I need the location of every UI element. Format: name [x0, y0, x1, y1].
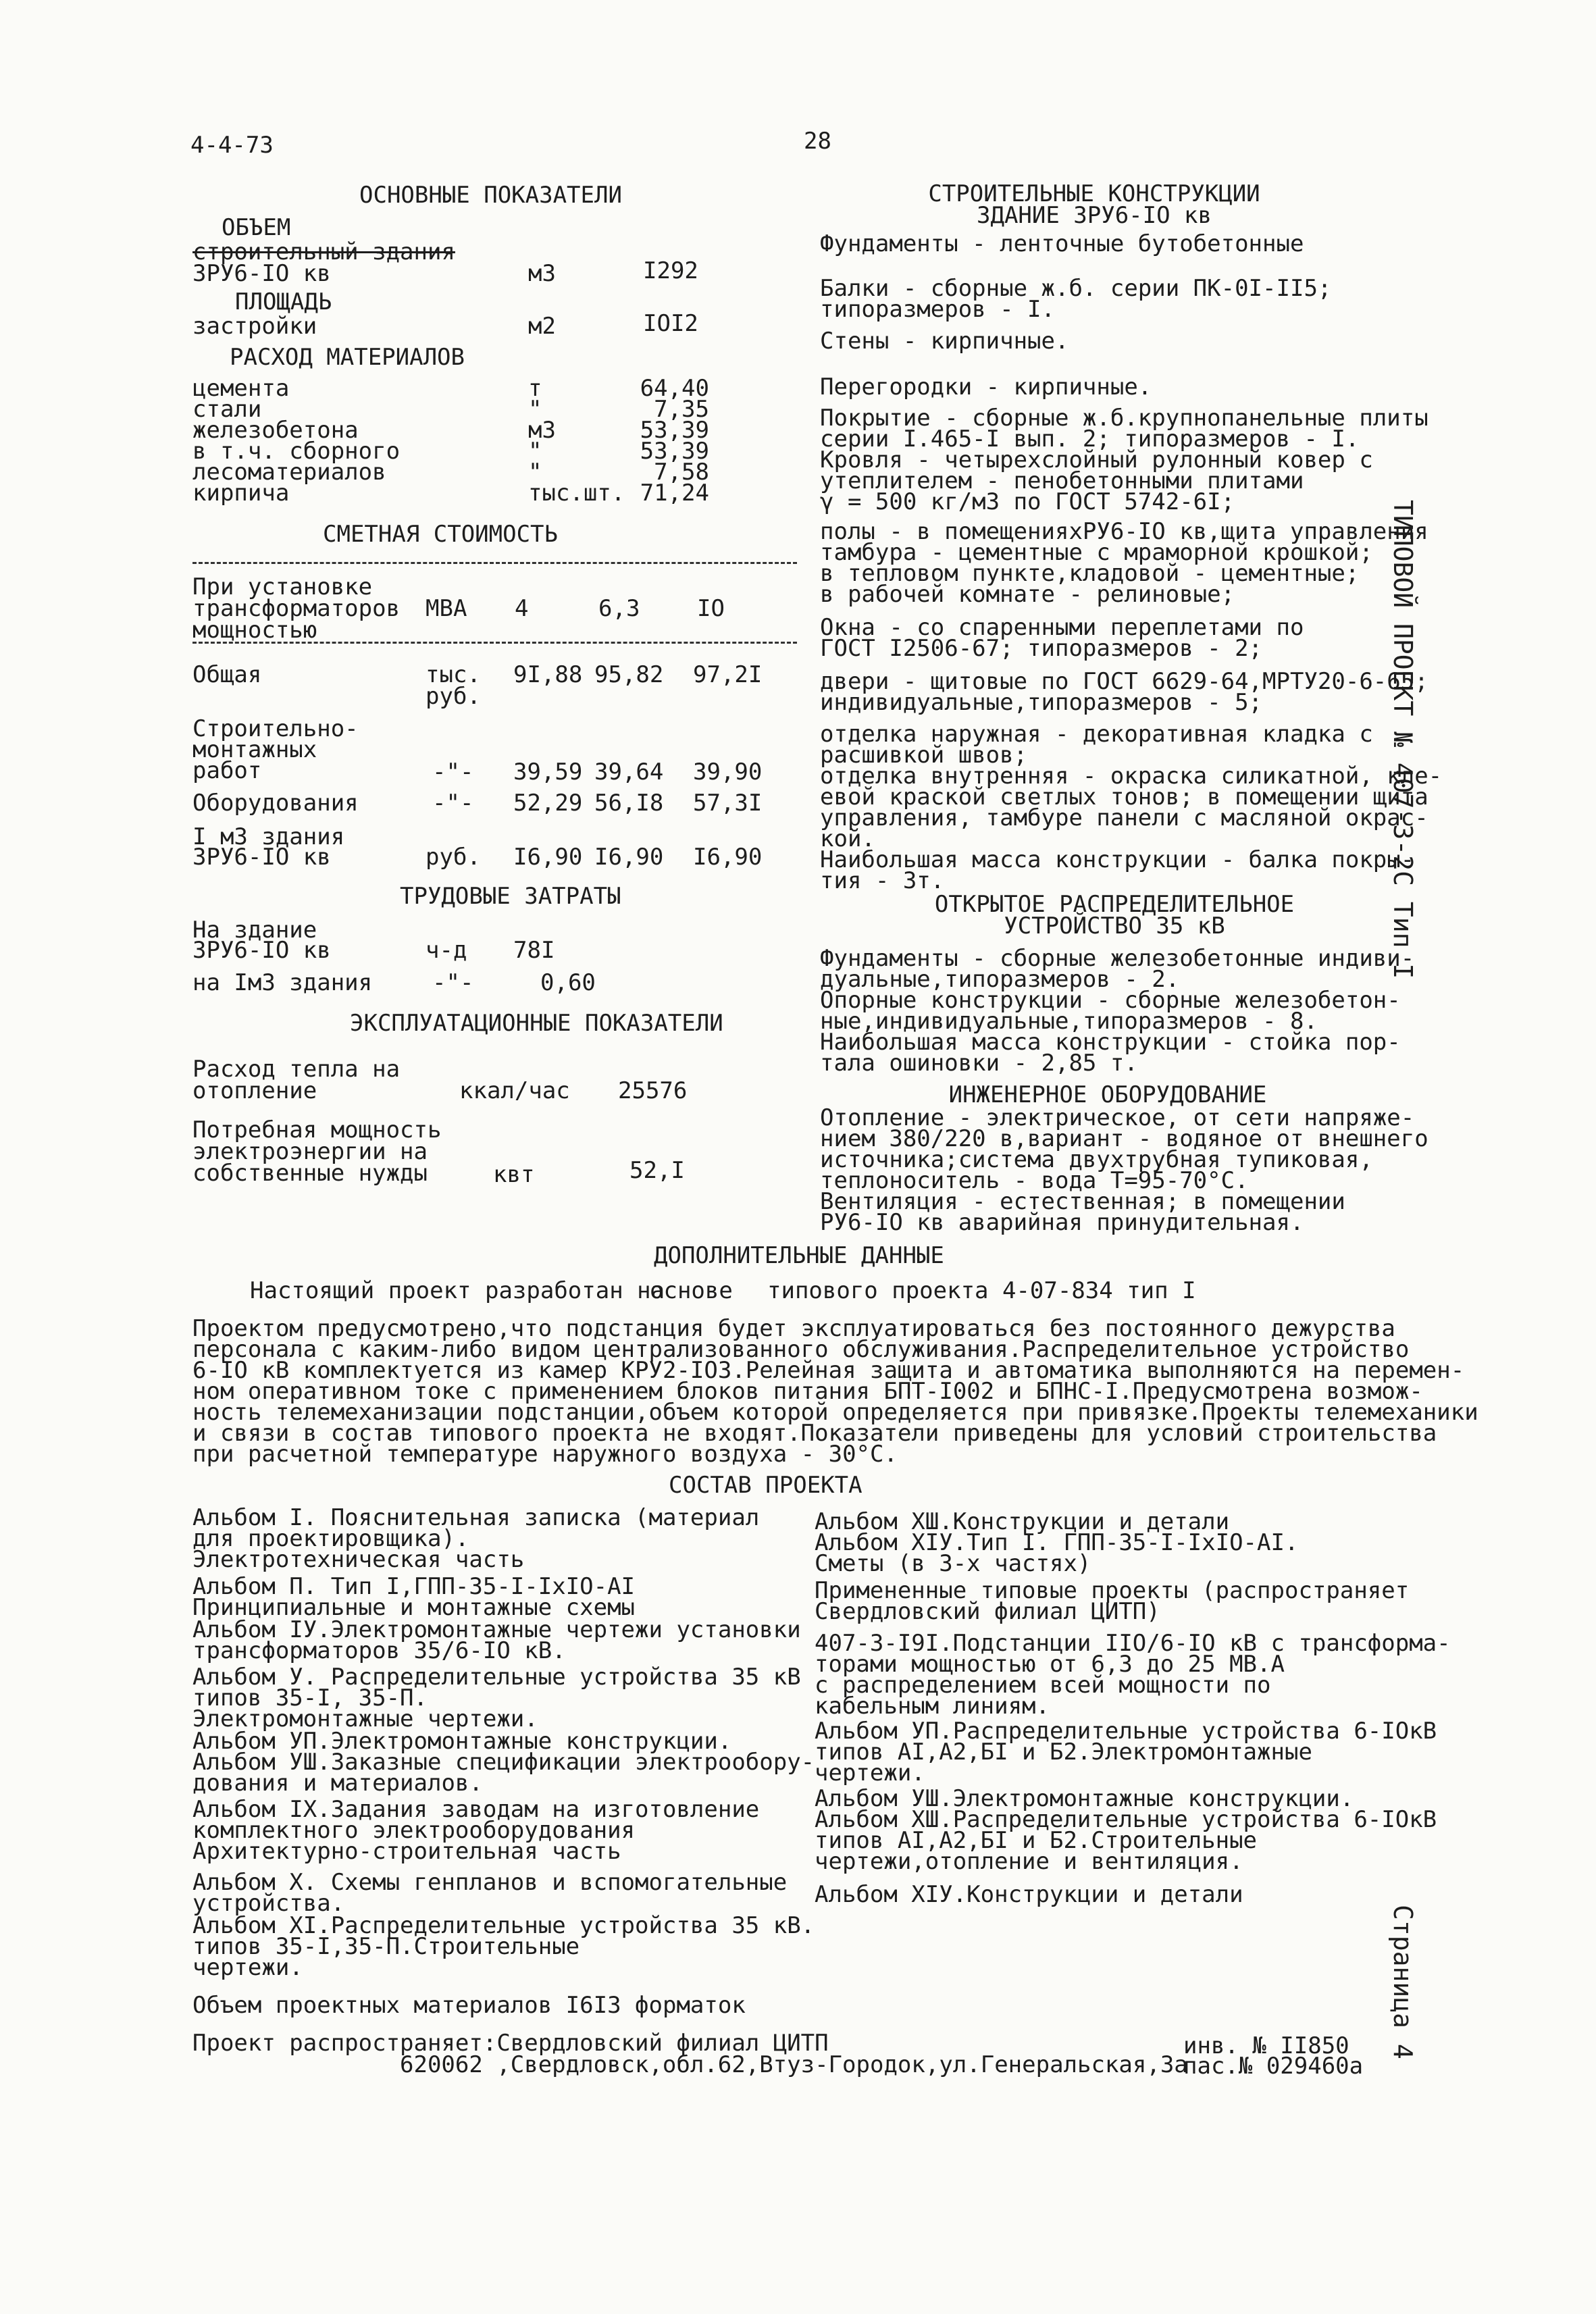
- text-line: Наибольшая масса конструкции - стойка пор-: [820, 1029, 1401, 1056]
- text-line: Стены - кирпичные.: [820, 328, 1069, 355]
- cost-total-10: 97,2I: [693, 661, 763, 688]
- footer-pas: пас.№ 029460а: [1183, 2053, 1364, 2080]
- cost-installed-1: При установке: [192, 573, 373, 600]
- power-label-2: электроэнергии на: [192, 1138, 428, 1165]
- album-5: [192, 1664, 801, 1732]
- album-line: Альбом У. Распределительные устройства 35 кВ: [192, 1664, 801, 1691]
- applied-projects: [815, 1577, 1410, 1625]
- additional-text: [192, 1315, 1478, 1468]
- cost-cm-label-line: монтажных: [192, 736, 317, 763]
- labor-row1-label-2: ЗРУ6-IO кв: [192, 937, 331, 964]
- material-unit: ": [528, 438, 542, 465]
- album-line: Альбом I. Пояснительная записка (материал: [192, 1504, 760, 1531]
- heat-value: 25576: [618, 1077, 688, 1104]
- text-line: Фундаменты - сборные железобетонные индиви-: [820, 945, 1415, 972]
- cost-cm-4: 39,59: [513, 759, 583, 786]
- text-line: ГОСТ I2506-67; типоразмеров - 2;: [820, 635, 1263, 662]
- text-line: РУ6-IO кв аварийная принудительная.: [820, 1209, 1304, 1236]
- cost-total-label: Общая: [192, 661, 262, 688]
- cost-total-4: 9I,88: [513, 661, 583, 688]
- text-line: при расчетной температуре наружного воздуха - 30°С.: [192, 1441, 898, 1468]
- power-unit: квт: [493, 1161, 535, 1188]
- cost-installed-2: трансформаторов: [192, 595, 401, 622]
- material-value: 53,39: [640, 438, 709, 465]
- album-line: Электротехническая часть: [192, 1546, 525, 1573]
- heat-label-2: отопление: [192, 1077, 317, 1104]
- text-line: тамбура - цементные с мраморной крошкой;: [820, 539, 1373, 566]
- text-line: дуальные,типоразмеров - 2.: [820, 966, 1180, 993]
- album-line: комплектного электрооборудования: [192, 1817, 636, 1844]
- text-line: ном оперативном токе с применением блоков питания БПТ-I002 и БПНС-I.Предусмотрена возмож-: [192, 1378, 1423, 1405]
- additional-title: ДОПОЛНИТЕЛЬНЫЕ ДАННЫЕ: [654, 1242, 944, 1269]
- album-line: типов 35-I,35-П.Строительные: [192, 1933, 580, 1960]
- album-line: Альбом XI.Распределительные устройства 35 кВ.: [192, 1912, 815, 1939]
- text-line: Вентиляция - естественная; в помещении: [820, 1188, 1345, 1215]
- album-line: Альбом XIУ.Конструкции и детали: [815, 1881, 1243, 1908]
- constructions-title: СТРОИТЕЛЬНЫЕ КОНСТРУКЦИИ: [928, 180, 1260, 207]
- main-title: ОСНОВНЫЕ ПОКАЗАТЕЛИ: [359, 182, 622, 209]
- cost-cm-label-line: Строительно-: [192, 715, 359, 742]
- text-line: типоразмеров - I.: [820, 296, 1055, 323]
- composition-title: СОСТАВ ПРОЕКТА: [669, 1472, 863, 1499]
- heat-unit: ккал/час: [459, 1077, 570, 1104]
- album-line: с распределением всей мощности по: [815, 1672, 1271, 1699]
- labor-row2-unit: -"-: [432, 969, 474, 996]
- album-line: Альбом IX.Задания заводам на изготовление: [192, 1796, 760, 1823]
- cost-eq-label: Оборудования: [192, 790, 359, 817]
- cost-m3-4: I6,90: [513, 844, 583, 871]
- album-8: [192, 1749, 815, 1797]
- text-line: расшивкой швов;: [820, 742, 1028, 769]
- cost-eq-6-3: 56,I8: [594, 790, 664, 817]
- text-line: в тепловом пункте,кладовой - цементные;: [820, 560, 1360, 587]
- text-line: двери - щитовые по ГОСТ 6629-64,МРТУ20-6-65;: [820, 668, 1428, 695]
- applied-album-8-13: [815, 1785, 1437, 1875]
- album-line: Альбом УП.Электромонтажные конструкции.: [192, 1728, 732, 1755]
- album-line: Альбом ХШ.Конструкции и детали: [815, 1508, 1230, 1535]
- album-line: 407-3-I9I.Подстанции IIO/6-IO кВ с трансформа-: [815, 1630, 1451, 1657]
- volume-value: I292: [643, 257, 698, 284]
- material-unit: тыс.шт.: [528, 480, 625, 507]
- material-value: 7,35: [654, 396, 709, 423]
- cost-m3-10: I6,90: [693, 844, 763, 871]
- text-line: нием 380/220 в,вариант - водяное от внешнего: [820, 1125, 1428, 1152]
- margin-project-label: ТИПОВОЙ ПРОЕКТ № 407-3-2С Тип I: [1388, 500, 1418, 979]
- material-name: железобетона: [192, 417, 359, 444]
- material-unit: м3: [528, 417, 556, 444]
- cost-head: СМЕТНАЯ СТОИМОСТЬ: [323, 521, 558, 548]
- materials-head: РАСХОД МАТЕРИАЛОВ: [230, 344, 465, 371]
- text-line: Окна - со спаренными переплетами по: [820, 614, 1304, 641]
- margin-page-label: Страница 4: [1388, 1905, 1418, 2059]
- cost-unit-mva: МВА: [426, 595, 467, 622]
- album-line: Примененные типовые проекты (распространяет: [815, 1577, 1410, 1604]
- album-line: чертежи.: [192, 1954, 303, 1981]
- album-line: Свердловский филиал ЦИТП): [815, 1598, 1160, 1625]
- footer-inv: инв. № II850: [1183, 2032, 1349, 2059]
- text-line: отделка внутренняя - окраска силикатной, кле-: [820, 763, 1443, 790]
- text-line: теплоноситель - вода Т=95-70°С.: [820, 1167, 1249, 1194]
- cost-eq-ditto: -"-: [432, 790, 474, 817]
- cost-total-unit-1: тыс.: [426, 661, 481, 688]
- constructions-partitions: [820, 374, 1152, 401]
- labor-row2-value: 0,60: [540, 969, 596, 996]
- basis-3: типового проекта 4-07-834 тип I: [767, 1277, 1196, 1304]
- album-line: Электромонтажные чертежи.: [192, 1705, 538, 1732]
- album-line: торами мощностью от 6,3 до 25 МВ.А: [815, 1651, 1285, 1678]
- area-head: ПЛОЩАДЬ: [235, 288, 332, 315]
- text-line: ность телемеханизации подстанции,объем которой определяется при привязке.Проекты телемеханики: [192, 1399, 1478, 1426]
- text-line: персонала с каким-либо видом централизованного обслуживания.Распределительное устройство: [192, 1336, 1410, 1363]
- material-value: 64,40: [640, 375, 709, 402]
- labor-row2-label: на Iм3 здания: [192, 969, 373, 996]
- labor-row1-value: 78I: [513, 937, 555, 964]
- album-line: Альбом УШ.Заказные спецификации электрообору-: [192, 1749, 815, 1776]
- text-line: Проектом предусмотрено,что подстанция будет эксплуатироваться без постоянного дежурства: [192, 1315, 1395, 1342]
- album-11: [192, 1912, 815, 1981]
- cost-installed-3: мощностью: [192, 617, 317, 644]
- text-line: управления, тамбуре панели с масляной окрас-: [820, 804, 1428, 831]
- constructions-finishing: [820, 721, 1443, 894]
- album-9: [192, 1796, 760, 1865]
- constructions-floors: [820, 518, 1428, 608]
- text-line: источника;система двухтрубная тупиковая,: [820, 1146, 1373, 1173]
- footer-distributor: Проект распространяет:Свердловский филиал ЦИТП: [192, 2030, 829, 2057]
- ord-title: ОТКРЫТОЕ РАСПРЕДЕЛИТЕЛЬНОЕ: [934, 891, 1295, 918]
- text-line: тала ошиновки - 2,85 т.: [820, 1050, 1138, 1077]
- album-line: устройства.: [192, 1890, 345, 1917]
- album-10: [192, 1869, 788, 1917]
- text-line: евой краской светлых тонов; в помещении щита: [820, 783, 1428, 811]
- applied-album-7: [815, 1718, 1437, 1786]
- basis-1: Настоящий проект разработан на: [250, 1277, 665, 1304]
- power-label-1: Потребная мощность: [192, 1116, 442, 1143]
- cost-total-unit-2: руб.: [426, 683, 481, 710]
- text-line: Наибольшая масса конструкции - балка покры-: [820, 846, 1415, 873]
- cost-cm-label: [192, 715, 359, 784]
- cost-cm-10: 39,90: [693, 759, 763, 786]
- cost-cm-ditto: -"-: [432, 759, 474, 786]
- doc-code: 4-4-73: [190, 132, 274, 159]
- heat-label-1: Расход тепла на: [192, 1056, 401, 1083]
- constructions-subtitle: ЗДАНИЕ ЗРУ6-IO кв: [977, 202, 1212, 229]
- cost-eq-4: 52,29: [513, 790, 583, 817]
- text-line: Перегородки - кирпичные.: [820, 374, 1152, 401]
- area-value: IOI2: [643, 310, 698, 337]
- album-line: Принципиальные и монтажные схемы: [192, 1594, 636, 1621]
- text-line: тия - 3т.: [820, 867, 945, 894]
- text-line: утеплителем - пенобетонными плитами: [820, 467, 1304, 494]
- cost-divider-bottom: [192, 642, 797, 644]
- constructions-walls: [820, 328, 1069, 355]
- album-line: типов 35-I, 35-П.: [192, 1685, 428, 1712]
- ord-subtitle: УСТРОЙСТВО 35 кВ: [1004, 912, 1225, 940]
- album-line: Альбом IУ.Электромонтажные чертежи установки: [192, 1616, 801, 1643]
- labor-row1-label-1: На здание: [192, 917, 317, 944]
- power-6-3: 6,3: [598, 595, 640, 622]
- album-line: Альбом ХШ.Распределительные устройства 6-IOкВ: [815, 1806, 1437, 1833]
- album-line: Альбом X. Схемы генпланов и вспомогательные: [192, 1869, 788, 1896]
- album-4: [192, 1616, 801, 1664]
- text-line: Балки - сборные ж.б. серии ПК-0I-II5;: [820, 275, 1332, 302]
- text-line: отделка наружная - декоративная кладка с: [820, 721, 1373, 748]
- material-value: 53,39: [640, 417, 709, 444]
- operation-head: ЭКСПЛУАТАЦИОННЫЕ ПОКАЗАТЕЛИ: [350, 1010, 723, 1037]
- material-value: 71,24: [640, 480, 709, 507]
- volume-label-2: ЗРУ6-IO кв: [192, 260, 331, 287]
- cost-divider-top: [192, 562, 797, 564]
- applied-album-14: [815, 1881, 1243, 1908]
- volume-label-1: строительный здания: [192, 238, 455, 265]
- material-name: стали: [192, 396, 262, 423]
- text-line: индивидуальные,типоразмеров - 5;: [820, 689, 1263, 716]
- album-1: [192, 1504, 760, 1573]
- power-value: 52,I: [629, 1157, 685, 1184]
- album-line: Альбом XIУ.Тип I. ГПП-35-I-IxIO-AI.: [815, 1529, 1299, 1556]
- album-line: Архитектурно-строительная часть: [192, 1838, 621, 1865]
- album-line: чертежи.: [815, 1759, 925, 1786]
- album-line: типов AI,A2,БI и Б2.Электромонтажные: [815, 1739, 1312, 1766]
- album-line: дования и материалов.: [192, 1770, 483, 1797]
- cost-cm-label-line: работ: [192, 757, 262, 784]
- volume-line: Объем проектных материалов I6I3 форматок: [192, 1992, 746, 2019]
- text-line: полы - в помещенияхРУ6-IO кв,щита управления: [820, 518, 1428, 545]
- cost-eq-10: 57,3I: [693, 790, 763, 817]
- text-line: 6-IO кВ комплектуется из камер КРУ2-IO3.Релейная защита и автоматика выполняются на перемен-: [192, 1357, 1465, 1384]
- text-line: Кровля - четырехслойный рулонный ковер с: [820, 446, 1373, 473]
- material-name: лесоматериалов: [192, 459, 386, 486]
- basis-2: основе: [650, 1277, 733, 1304]
- material-unit: ": [528, 396, 542, 423]
- cost-m3-label-2: ЗРУ6-IO кв: [192, 844, 331, 871]
- album-line: Альбом УП.Распределительные устройства 6-IOкВ: [815, 1718, 1437, 1745]
- volume-head: ОБЪЕМ: [222, 214, 291, 241]
- materials-values: [608, 375, 709, 507]
- text-line: Отопление - электрическое, от сети напряже-: [820, 1104, 1415, 1131]
- material-name: кирпича: [192, 480, 290, 507]
- cost-total-6-3: 95,82: [594, 661, 664, 688]
- engineering-text: [820, 1104, 1428, 1236]
- constructions-windows: [820, 614, 1304, 662]
- power-label-3: собственные нужды: [192, 1160, 428, 1187]
- cost-m3-label-1: I м3 здания: [192, 823, 345, 850]
- materials-names: [192, 375, 401, 507]
- album-line: для проектировщика).: [192, 1525, 469, 1552]
- album-13-14: [815, 1508, 1299, 1577]
- text-line: ные,индивидуальные,типоразмеров - 8.: [820, 1008, 1318, 1035]
- material-value: 7,58: [654, 459, 709, 486]
- project-407-3-191: [815, 1630, 1451, 1720]
- power-10: IO: [697, 595, 725, 622]
- cost-cm-6-3: 39,64: [594, 759, 664, 786]
- constructions-roof: [820, 405, 1428, 515]
- album-line: кабельным линиям.: [815, 1693, 1050, 1720]
- power-4: 4: [515, 595, 529, 622]
- album-2: [192, 1573, 636, 1621]
- labor-row1-unit: ч-д: [426, 937, 467, 964]
- album-line: Сметы (в 3-х частях): [815, 1550, 1091, 1577]
- text-line: серии I.465-I вып. 2; типоразмеров - I.: [820, 426, 1360, 453]
- material-name: цемента: [192, 375, 290, 402]
- area-unit: м2: [528, 313, 556, 340]
- album-line: трансформаторов 35/6-IO кВ.: [192, 1637, 566, 1664]
- text-line: Фундаменты - ленточные бутобетонные: [820, 230, 1304, 257]
- album-line: Альбом УШ.Электромонтажные конструкции.: [815, 1785, 1354, 1812]
- text-line: и связи в состав типового проекта не входят.Показатели приведены для условий строительства: [192, 1420, 1437, 1447]
- constructions-foundations: [820, 230, 1304, 257]
- text-line: Покрытие - сборные ж.б.крупнопанельные плиты: [820, 405, 1428, 432]
- material-unit: т: [528, 375, 542, 402]
- album-line: чертежи,отопление и вентиляция.: [815, 1848, 1243, 1875]
- page-number: 28: [804, 128, 831, 155]
- album-line: Альбом П. Тип I,ГПП-35-I-IxIO-AI: [192, 1573, 636, 1600]
- constructions-doors: [820, 668, 1428, 716]
- text-line: кой.: [820, 825, 875, 852]
- engineering-title: ИНЖЕНЕРНОЕ ОБОРУДОВАНИЕ: [948, 1081, 1267, 1108]
- cost-m3-unit: руб.: [426, 844, 481, 871]
- footer-address: 620062 ,Свердловск,обл.62,Втуз-Городок,ул.Генеральская,3а: [400, 2051, 1188, 2078]
- volume-unit: м3: [528, 260, 556, 287]
- album-line: типов AI,A2,БI и Б2.Строительные: [815, 1827, 1258, 1854]
- cost-m3-6-3: I6,90: [594, 844, 664, 871]
- area-label: застройки: [192, 313, 317, 340]
- material-unit: ": [528, 459, 542, 486]
- material-name: в т.ч. сборного: [192, 438, 401, 465]
- text-line: γ = 500 кг/м3 по ГОСТ 5742-6I;: [820, 488, 1235, 515]
- text-line: Опорные конструкции - сборные железобетон-: [820, 987, 1401, 1014]
- constructions-beams: [820, 275, 1332, 323]
- ord-text: [820, 945, 1415, 1077]
- labor-head: ТРУДОВЫЕ ЗАТРАТЫ: [400, 883, 621, 910]
- text-line: в рабочей комнате - релиновые;: [820, 581, 1235, 608]
